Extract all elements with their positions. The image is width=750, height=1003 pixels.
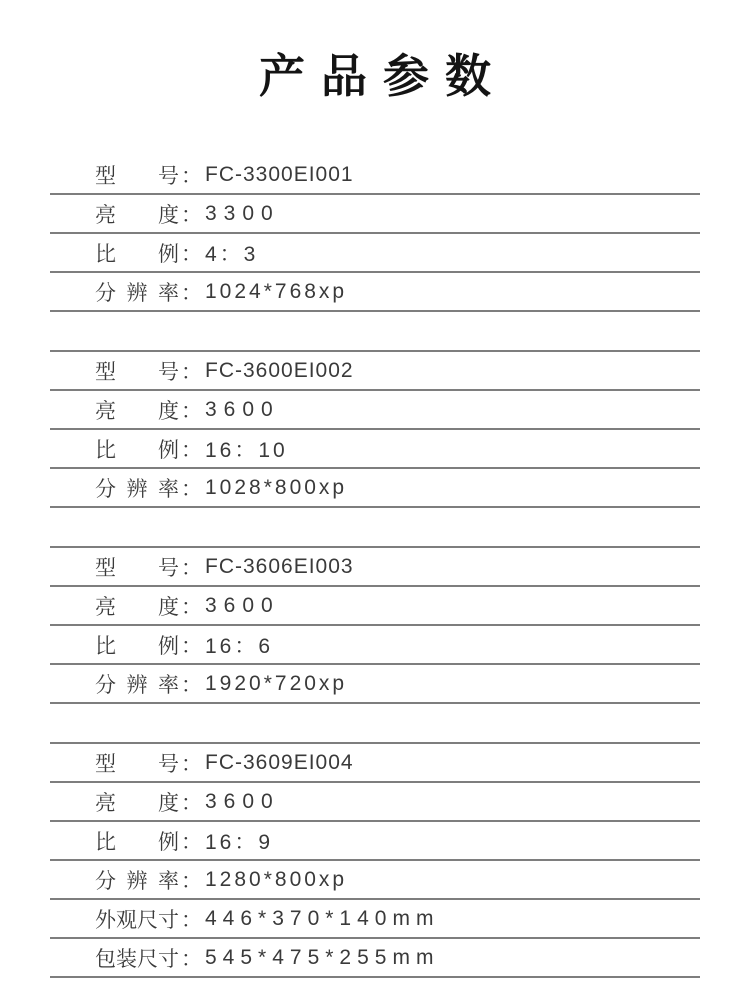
label-colon: ：: [181, 752, 202, 776]
spec-row-model: [50, 156, 700, 195]
product-spec-block-1: [50, 156, 700, 312]
spec-label: 亮度: [95, 203, 179, 227]
spec-row-ratio: [50, 822, 700, 861]
label-colon: ：: [181, 947, 202, 971]
spec-row-brightness: [50, 783, 700, 822]
spec-label: 外观尺寸: [95, 908, 179, 932]
spec-label: 亮度: [95, 399, 179, 423]
label-colon: ：: [181, 399, 202, 423]
label-colon: ：: [181, 869, 202, 893]
spec-row-resolution: [50, 273, 700, 312]
spec-row-ratio: [50, 626, 700, 665]
spec-row-model: [50, 744, 700, 783]
label-colon: ：: [181, 595, 202, 619]
spec-label: 分辨率: [95, 673, 179, 697]
spec-label: 型号: [95, 164, 179, 188]
spec-row-ratio: [50, 430, 700, 469]
spec-label: 亮度: [95, 595, 179, 619]
label-colon: ：: [181, 164, 202, 188]
label-colon: ：: [181, 203, 202, 227]
spec-table: [50, 156, 700, 978]
spec-value: 16：9: [205, 830, 274, 854]
label-colon: ：: [181, 438, 202, 462]
spec-row-package-size: [50, 939, 700, 978]
spec-value: 1280*800xp: [205, 867, 348, 891]
spec-row-resolution: [50, 469, 700, 508]
spec-value: 16：6: [205, 634, 274, 658]
product-spec-block-2: [50, 350, 700, 508]
spec-row-resolution: [50, 861, 700, 900]
spec-value: 446*370*140mm: [205, 906, 440, 930]
label-colon: ：: [181, 634, 202, 658]
spec-label: 亮度: [95, 791, 179, 815]
spec-value: FC-3609EI004: [205, 750, 354, 774]
spec-value: 1920*720xp: [205, 671, 348, 695]
spec-row-brightness: [50, 391, 700, 430]
spec-row-model: [50, 548, 700, 587]
label-colon: ：: [181, 830, 202, 854]
spec-label: 分辨率: [95, 281, 179, 305]
spec-row-ratio: [50, 234, 700, 273]
spec-value: 3300: [205, 201, 280, 225]
spec-row-model: [50, 352, 700, 391]
spec-value: FC-3606EI003: [205, 554, 354, 578]
page-title: 产品参数: [259, 50, 507, 102]
spec-value: 16：10: [205, 438, 288, 462]
spec-label: 型号: [95, 556, 179, 580]
spec-value: 3600: [205, 397, 280, 421]
spec-value: 3600: [205, 593, 280, 617]
spec-value: FC-3600EI002: [205, 358, 354, 382]
label-colon: ：: [181, 556, 202, 580]
spec-row-outer-size: [50, 900, 700, 939]
product-spec-block-3: [50, 546, 700, 704]
label-colon: ：: [181, 908, 202, 932]
spec-label: 型号: [95, 752, 179, 776]
spec-row-brightness: [50, 195, 700, 234]
label-colon: ：: [181, 242, 202, 266]
label-colon: ：: [181, 360, 202, 384]
spec-row-brightness: [50, 587, 700, 626]
label-colon: ：: [181, 673, 202, 697]
product-spec-block-4: [50, 742, 700, 978]
spec-row-resolution: [50, 665, 700, 704]
label-colon: ：: [181, 791, 202, 815]
spec-label: 包装尺寸: [95, 947, 179, 971]
spec-value: 4：3: [205, 242, 259, 266]
spec-label: 比例: [95, 830, 179, 854]
label-colon: ：: [181, 477, 202, 501]
spec-label: 比例: [95, 242, 179, 266]
label-colon: ：: [181, 281, 202, 305]
spec-label: 型号: [95, 360, 179, 384]
spec-value: 1028*800xp: [205, 475, 348, 499]
spec-value: 1024*768xp: [205, 279, 348, 303]
spec-value: FC-3300EI001: [205, 162, 354, 186]
spec-label: 比例: [95, 634, 179, 658]
spec-value: 3600: [205, 789, 280, 813]
spec-label: 分辨率: [95, 869, 179, 893]
spec-value: 545*475*255mm: [205, 945, 440, 969]
spec-label: 分辨率: [95, 477, 179, 501]
spec-label: 比例: [95, 438, 179, 462]
